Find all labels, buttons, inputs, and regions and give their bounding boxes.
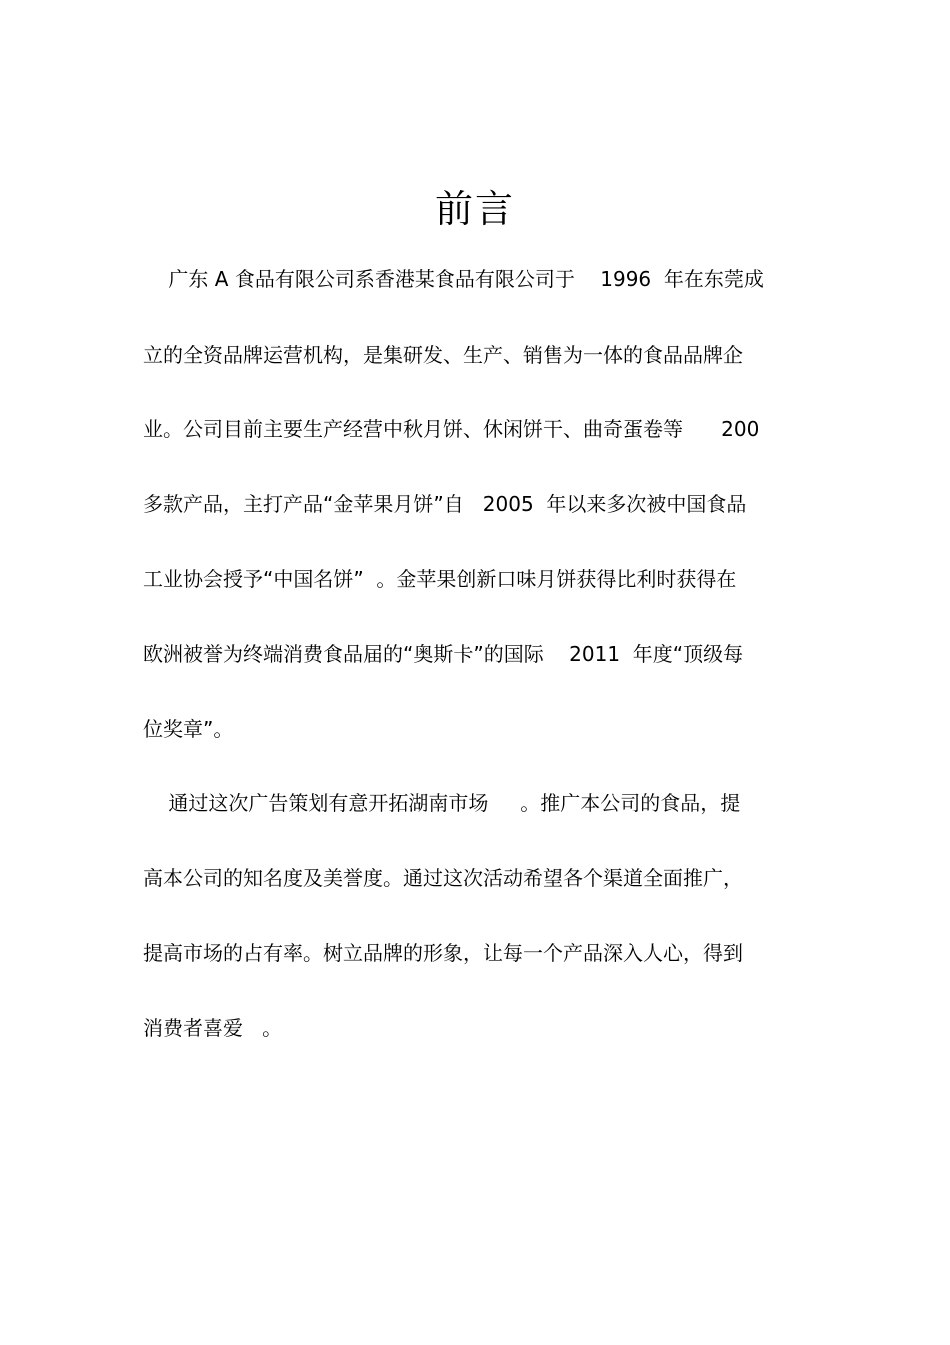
paragraph-line: 立的全资品牌运营机构，是集研发、生产、销售为一体的食品品牌企 xyxy=(143,343,743,367)
paragraph-line: 欧洲被誉为终端消费食品届的“奥斯卡”的国际 2011 年度“顶级每 xyxy=(143,642,744,666)
paragraph-line: 工业协会授予“中国名饼” 。金苹果创新口味月饼获得比利时获得在 xyxy=(143,567,737,591)
paragraph-line: 通过这次广告策划有意开拓湖南市场 。推广本公司的食品，提 xyxy=(143,791,741,815)
paragraph-line: 消费者喜爱 。 xyxy=(143,1016,283,1040)
paragraph-line: 提高市场的占有率。树立品牌的形象，让每一个产品深入人心，得到 xyxy=(143,941,743,965)
page-title: 前言 xyxy=(434,187,515,231)
paragraph-line: 位奖章”。 xyxy=(143,717,234,741)
paragraph-line: 业。公司目前主要生产经营中秋月饼、休闲饼干、曲奇蛋卷等 200 xyxy=(143,417,760,441)
paragraph-line: 多款产品，主打产品“金苹果月饼”自 2005 年以来多次被中国食品 xyxy=(143,492,747,516)
paragraph-line: 广东 A 食品有限公司系香港某食品有限公司于 1996 年在东莞成 xyxy=(143,267,764,291)
paragraph-line: 高本公司的知名度及美誉度。通过这次活动希望各个渠道全面推广， xyxy=(143,866,743,890)
